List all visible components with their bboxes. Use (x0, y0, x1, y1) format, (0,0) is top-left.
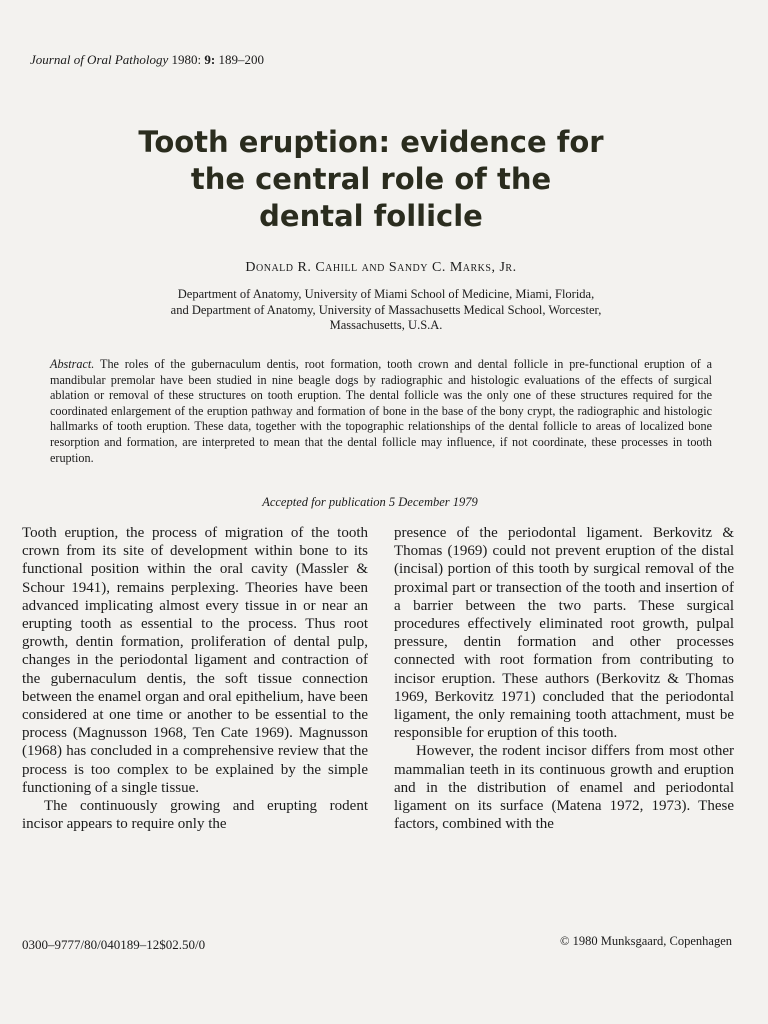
copyright-notice: © 1980 Munksgaard, Copenhagen (560, 934, 732, 948)
paragraph: Tooth eruption, the process of migration of the tooth crown from its site of development within bone to its functional position within the oral cavity (Massler & Schour 1941), remains perplexing. Theories have been advanced implicating almost every tissue in or near an erupting tooth as essential to the process. Thus root growth, dentin formation, proliferation of dental pulp, changes in the periodontal ligament and contraction of the gubernaculum dentis, the soft tissue connection between the enamel organ and oral epithelium, have been considered at one time or another to be essential to the process (Magnusson 1968, Ten Cate 1969). Magnusson (1968) has concluded in a comprehensive review that the process is too complex to be explained by the simple functioning of a single tissue. (22, 525, 368, 796)
accepted-date: Accepted for publication 5 December 1979 (262, 495, 478, 509)
affiliation-line-3: Massachusetts, U.S.A. (329, 318, 443, 332)
paragraph: However, the rodent incisor differs from most other mammalian teeth in its continuous growth and eruption and in the distribution of enamel and periodontal ligament on its surface (Matena 1972, 1973). These factors, combined with the (394, 743, 734, 833)
journal-year: 1980: (171, 52, 202, 67)
body-column-left (22, 524, 368, 833)
affiliation-line-1: Department of Anatomy, University of Miami School of Medicine, Miami, Florida, (177, 287, 595, 301)
journal-volume: 9: (204, 52, 216, 67)
affiliation (0, 287, 768, 334)
affiliation-line-2: and Department of Anatomy, University of Massachusetts Medical School, Worcester, (170, 302, 602, 317)
abstract-text: The roles of the gubernaculum dentis, root formation, tooth crown and dental follicle in pre-functional eruption of a mandibular premolar have been studied in nine beagle dogs by radiographic and histologic evaluations of the effects of surgical ablation or removal of these structures on tooth eruption. The dental follicle was the only one of these structures required for the coordinated enlargement of the eruption pathway and formation of bone in the base of the bony crypt, the radiographic and histologic hallmarks of tooth eruption. These data, together with the topographic relationships of the dental follicle to areas of localized bone resorption and formation, are interpreted to mean that the dental follicle may influence, if not coordinate, these processes in tooth eruption. (50, 357, 712, 465)
journal-pages: 189–200 (218, 52, 265, 67)
paragraph: presence of the periodontal ligament. Berkovitz & Thomas (1969) could not prevent eruption of the distal (incisal) portion of this tooth by surgical removal of the proximal part or transection of the tooth and insertion of a barrier between the two parts. These surgical procedures effectively eliminated root growth, pulpal pressure, dentin formation and other processes connected with root formation from contributing to incisor eruption. These authors (Berkovitz & Thomas 1969, Berkovitz 1971) concluded that the periodontal ligament, the only remaining tooth attachment, must be responsible for eruption of this tooth. (394, 525, 734, 742)
article-title (0, 124, 742, 235)
paragraph: The continuously growing and erupting rodent incisor appears to require only the (22, 798, 368, 833)
abstract (50, 357, 712, 466)
abstract-label: Abstract. (50, 357, 95, 371)
body-column-right (394, 524, 734, 833)
title-line-2: the central role of the (190, 162, 552, 196)
journal-header (30, 52, 264, 68)
title-line-3: dental follicle (259, 199, 483, 233)
title-line-1: Tooth eruption: evidence for (138, 125, 604, 159)
journal-name: Journal of Oral Pathology (30, 52, 169, 67)
article-code: 0300–9777/80/040189–12$02.50/0 (22, 937, 206, 952)
authors: Donald R. Cahill and Sandy C. Marks, Jr. (245, 260, 517, 275)
